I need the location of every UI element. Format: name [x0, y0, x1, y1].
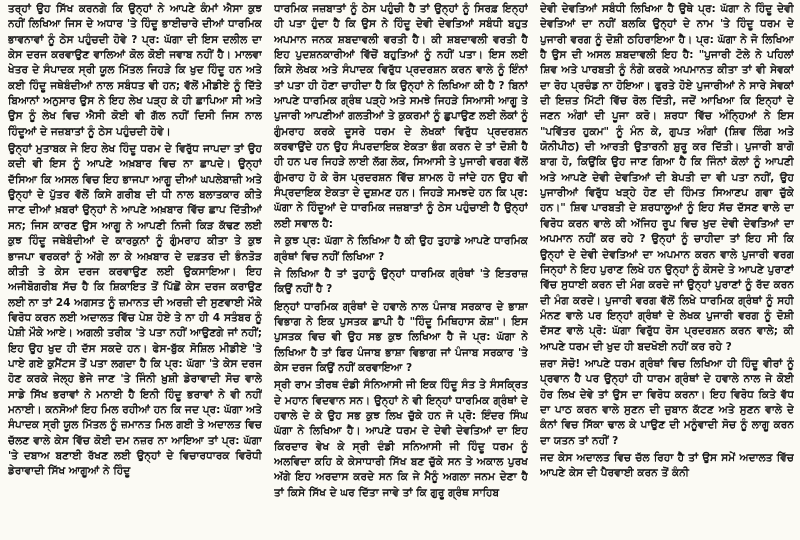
paragraph: ਉਨ੍ਹਾਂ ਮੁਤਾਬਕ ਜੇ ਇਹ ਲੇਖ ਹਿੰਦੂ ਧਰਮ ਦੇ ਵਿਰੁੱਧ ਜਾਪਦਾ ਤਾਂ ਉਹ ਕਦੀ ਵੀ ਇਸ ਨੂੰ ਆਪਣੇ ਅਖ਼ਬਾਰ ਵਿਚ ਨਾ ਛਾਪਦੇ। ਉਨ੍ਹਾਂ ਦੱਸਿਆ ਕਿ ਅਸਲ ਵਿਚ ਇਹ ਭਾਜਪਾ ਆਗੂ ਦੀਆਂ ਘਪਲੇਬਾਜ਼ੀ ਅਤੇ ਉਨ੍ਹਾਂ ਦੇ ਪੁੱਤਰ ਵੱਲੋਂ ਕਿਸੇ ਗਰੀਬ ਦੀ ਧੀ ਨਾਲ ਬਲਾਤਕਾਰ ਕੀਤੇ ਜਾਣ ਦੀਆਂ ਖ਼ਬਰਾਂ ਉਨ੍ਹਾਂ ਨੇ ਆਪਣੇ ਅਖ਼ਬਾਰ ਵਿੱਚ ਛਾਪ ਦਿੱਤੀਆਂ ਸਨ; ਜਿਸ ਕਾਰਣ ਉਸ ਆਗੂ ਨੇ ਆਪਣੀ ਨਿਜੀ ਕਿੜ ਕੱਢਣ ਲਈ ਕੁਝ ਹਿੰਦੂ ਜਥੇਬੰਦੀਆਂ ਦੇ ਕਾਰਕੁਨਾਂ ਨੂੰ ਗੁੰਮਰਾਹ ਕੀਤਾ ਤੇ ਕੁਝ ਭਾਜਪਾ ਵਰਕਰਾਂ ਨੂੰ ਅੱਗੇ ਲਾ ਕੇ ਅਖ਼ਬਾਰ ਦੇ ਦਫ਼ਤਰ ਦੀ ਭੰਨਤੋੜ ਕੀਤੀ ਤੇ ਕੇਸ ਦਰਜ ਕਰਵਾਉਣ ਲਈ ਉਕਸਾਇਆ। ਇਹ ਅਜੀਬੋਗਰੀਬ ਸੱਚ ਹੈ ਕਿ ਸ਼ਿਕਾਇਤ ਤੋਂ ਪਿੱਛੋਂ ਕੇਸ ਦਰਜ ਕਰਾਉਣ ਲਈ ਨਾ ਤਾਂ 24 ਅਗਸਤ ਨੂੰ ਜ਼ਮਾਨਤ ਦੀ ਅਰਜ਼ੀ ਦੀ ਸੁਣਵਾਈ ਮੌਕੇ ਵਿਰੋਧ ਕਰਨ ਲਈ ਅਦਾਲਤ ਵਿੱਚ ਪੇਸ਼ ਹੋਏ ਤੇ ਨਾ ਹੀ 4 ਸਤੰਬਰ ਨੂੰ ਪੇਸ਼ੀ ਮੌਕੇ ਆਏ। ਅਗਲੀ ਤਰੀਕ 'ਤੇ ਪਤਾ ਨਹੀਂ ਆਉਣਗੇ ਜਾਂ ਨਹੀਂ; ਇਹ ਉਹ ਖੁਦ ਹੀ ਦੱਸ ਸਕਦੇ ਹਨ। ਫੇਸ-ਬੁੱਕ ਸੋਸ਼ਿਲ ਮੀਡੀਏ 'ਤੇ ਪਾਏ ਗਏ ਕੁਮੈਂਟਸ ਤੋਂ ਪਤਾ ਲਗਦਾ ਹੈ ਕਿ ਪ੍ਰ: ਘੱਗਾ 'ਤੇ ਕੇਸ ਦਰਜ ਹੋਣ ਕਰਕੇ ਜੇਲ੍ਹ ਭੇਜੇ ਜਾਣ 'ਤੇ ਜਿੰਨੀ ਖ਼ੁਸ਼ੀ ਡੇਰਾਵਾਦੀ ਸੋਚ ਵਾਲੇ ਸਾਡੇ ਸਿੱਖ ਭਰਾਵਾਂ ਨੇ ਮਨਾਈ ਹੈ ਇਨੀ ਹਿੰਦੂ ਭਰਾਵਾਂ ਨੇ ਵੀ ਨਹੀਂ ਮਨਾਈ। ਕਨਸੋਆਂ ਇਹ ਮਿਲ ਰਹੀਆਂ ਹਨ ਕਿ ਜਦ ਪ੍ਰ: ਘੱਗਾ ਅਤੇ ਸੰਪਾਦਕ ਸ੍ਰੀ ਯੂਲ ਮਿੱਤਲ ਨੂੰ ਜ਼ਮਾਨਤ ਮਿਲ ਗਈ ਤੇ ਅਦਾਲਤ ਵਿਚ ਚੱਲਣ ਵਾਲੇ ਕੇਸ ਵਿੱਚ ਕੋਈ ਦਮ ਨਜ਼ਰ ਨਾ ਆਇਆ ਤਾਂ ਪ੍ਰ: ਘੱਗਾ 'ਤੇ ਦਬਾਅ ਬਣਾਈ ਰੱਖਣ ਲਈ ਉਨ੍ਹਾਂ ਦੇ ਵਿਚਾਰਧਾਰਕ ਵਿਰੋਧੀ ਡੇਰਾਵਾਦੀ ਸਿੱਖ ਆਗੂਆਂ ਨੇ ਹਿੰਦੂ [8, 143, 262, 478]
paragraph: ਧਾਰਮਿਕ ਜਜ਼ਬਾਤਾਂ ਨੂੰ ਠੇਸ ਪਹੁੰਚੀ ਹੈ ਤਾਂ ਉਨ੍ਹਾਂ ਨੂੰ ਸਿਰਫ਼ ਇਨ੍ਹਾਂ ਹੀ ਪਤਾ ਹੁੰਦਾ ਹੈ ਕਿ ਉਸ ਨੇ ਹਿੰਦੂ ਦੇਵੀ ਦੇਵਤਿਆਂ ਸਬੰਧੀ ਬਹੁਤ ਅਪਮਾਨ ਜਨਕ ਸ਼ਬਦਾਵਲੀ ਵਰਤੀ ਹੈ। ਕੀ ਸ਼ਬਦਾਵਲੀ ਵਰਤੀ ਹੈ ਇਹ ਪੁਦਸ਼ਨਕਾਰੀਆਂ ਵਿੱਚੋਂ ਬਹੁਤਿਆਂ ਨੂੰ ਨਹੀਂ ਪਤਾ। ਇਸ ਲਈ ਕਿਸੇ ਲੇਖਕ ਅਤੇ ਸੰਪਾਦਕ ਵਿਰੁੱਧ ਪ੍ਰਦਰਸ਼ਨ ਕਰਨ ਵਾਲੇ ਨੂੰ ਇੰਨਾਂ ਤਾਂ ਪਤਾ ਹੀ ਹੋਣਾ ਚਾਹੀਦਾ ਹੈ ਕਿ ਉਨ੍ਹਾਂ ਨੇ ਲਿਖਿਆ ਕੀ ਹੈ ? ਬਿਨਾਂ ਆਪਣੇ ਧਾਰਮਿਕ ਗ੍ਰੰਥ ਪੜ੍ਹੇ ਅਤੇ ਸਮਝੇ ਜਿਹੜੇ ਸਿਆਸੀ ਆਗੂ ਤੇ ਪੁਜਾਰੀ ਆਪਣੀਆਂ ਗਲਤੀਆਂ ਤੇ ਕੁਕਰਮਾਂ ਨੂੰ ਛੁਪਾਉਣ ਲਈ ਲੋਕਾਂ ਨੂੰ ਗੁੰਮਰਾਹ ਕਰਕੇ ਦੂਸਰੇ ਧਰਮ ਦੇ ਲੇਖਕਾਂ ਵਿਰੁੱਧ ਪ੍ਰਦਰਸ਼ਨ ਕਰਵਾਉਂਦੇ ਹਨ ਉਹ ਸੰਪਰਦਾਇਕ ਏਕਤਾ ਭੰਗ ਕਰਨ ਦੇ ਤਾਂ ਦੋਸ਼ੀ ਹੈ ਹੀ ਹਨ ਪਰ ਜਿਹੜੇ ਲਾਈ ਲੱਗ ਲੋਕ, ਸਿਆਸੀ ਤੇ ਪੁਜਾਰੀ ਵਰਗ ਵੱਲੋਂ ਗੁੰਮਰਾਹ ਹੋ ਕੇ ਰੋਸ ਪ੍ਰਦਰਸ਼ਨ ਵਿੱਚ ਸ਼ਾਮਲ ਹੋ ਜਾਂਦੇ ਹਨ ਉਹ ਵੀ ਸੰਪ੍ਰਦਾਇਕ ਏਕਤਾ ਦੇ ਦੁਸ਼ਮਣ ਹਨ। ਜਿਹੜੇ ਸਮਝਦੇ ਹਨ ਕਿ ਪ੍ਰ: ਘੱਗਾ ਨੇ ਹਿੰਦੂਆਂ ਦੇ ਧਾਰਮਿਕ ਜਜ਼ਬਾਤਾਂ ਨੂੰ ਠੇਸ ਪਹੁੰਚਾਈ ਹੈ ਉਨ੍ਹਾਂ ਲਈ ਸਵਾਲ ਹੈ: [274, 3, 528, 230]
paragraph: ਦੇਵੀ ਦੇਵਤਿਆਂ ਸਬੰਧੀ ਲਿਖਿਆ ਹੈ ਉਥੇ ਪ੍ਰ: ਘੱਗਾ ਨੇ ਹਿੰਦੂ ਦੇਵੀ ਦੇਵਤਿਆਂ ਦਾ ਨਹੀਂ ਬਲਕਿ ਉਨ੍ਹਾਂ ਦੇ ਨਾਮ 'ਤੇ ਹਿੰਦੂ ਧਰਮ ਦੇ ਪੁਜਾਰੀ ਵਰਗ ਨੂੰ ਦੋਸ਼ੀ ਠਹਿਰਾਇਆ ਹੈ। ਪ੍ਰ: ਘੱਗਾ ਨੇ ਜੋ ਲਿਖਿਆ ਹੈ ਉਸ ਦੀ ਅਸਲ ਸ਼ਬਦਾਵਲੀ ਇਹ ਹੈ: "ਪੁਜਾਰੀ ਟੋਲੇ ਨੇ ਪਹਿਲਾਂ ਸ਼ਿਵ ਅਤੇ ਪਾਰਬਤੀ ਨੂੰ ਨੰਗੇ ਕਰਕੇ ਅਪਮਾਨਤ ਕੀਤਾ ਤਾਂ ਵੀ ਸੇਵਕਾਂ ਦਾ ਰੋਹ ਪ੍ਰਚੰਡ ਨਾ ਹੋਇਆ। ਫੁਰਤੇ ਹੋਏ ਪੁਜਾਰੀਆਂ ਨੇ ਸਾਰੇ ਸੇਵਕਾਂ ਦੀ ਇਜ਼ਤ ਮਿੱਟੀ ਵਿੱਚ ਰੋਲ ਦਿੱਤੀ, ਜਦੋਂ ਆਖਿਆ ਕਿ ਇਨ੍ਹਾਂ ਦੇ ਜਣਨ ਅੰਗਾਂ ਦੀ ਪੂਜਾ ਕਰੋ। ਸ਼ਰਧਾ ਵਿੱਚ ਅੰਨ੍ਹਿਆਂ ਨੇ ਇਸ "ਪਵਿੱਤਰ ਹੁਕਮ" ਨੂੰ ਮੰਨ ਕੇ, ਗੁਪਤ ਅੰਗਾਂ (ਸ਼ਿਵ ਲਿੰਗ ਅਤੇ ਯੋਨੀਪੀਠ) ਦੀ ਆਰਤੀ ਉਤਾਰਨੀ ਸ਼ੁਰੂ ਕਰ ਦਿੱਤੀ। ਪੁਜਾਰੀ ਬਾਗੋ ਬਾਗ ਹੋ, ਕਿਉਂਕਿ ਉਹ ਜਾਣ ਗਿਆ ਹੈ ਕਿ ਜਿੰਨਾਂ ਕੋਲਾਂ ਨੂੰ ਆਪਣੀ ਅਤੇ ਆਪਣੇ ਦੇਵੀ ਦੇਵਤਿਆਂ ਦੀ ਬੇਪਤੀ ਦਾ ਵੀ ਪਤਾ ਨਹੀਂ, ਉਹ ਪੁਜਾਰੀਆਂ ਵਿਰੁੱਧ ਖੜ੍ਹੇ ਹੋਣ ਦੀ ਹਿੰਮਤ ਸਿਆਣਪ ਗਵਾ ਚੁੱਕੇ ਹਨ।" ਸ਼ਿਵ ਪਾਰਬਤੀ ਦੇ ਸ਼ਰਧਾਲੂਆਂ ਨੂੰ ਇਹ ਸੱਚ ਦੱਸਣ ਵਾਲੇ ਦਾ ਵਿਰੋਧ ਕਰਨ ਵਾਲੇ ਕੀ ਅੱਜਿਹ ਰੂਪ ਵਿਚ ਖੁਦ ਦੇਵੀ ਦੇਵਤਿਆਂ ਦਾ ਅਪਮਾਨ ਨਹੀਂ ਕਰ ਰਹੇ ? ਉਨ੍ਹਾਂ ਨੂੰ ਚਾਹੀਦਾ ਤਾਂ ਇਹ ਸੀ ਕਿ ਉਨ੍ਹਾਂ ਦੇ ਦੇਵੀ ਦੇਵਤਿਆਂ ਦਾ ਅਪਮਾਨ ਕਰਨ ਵਾਲੇ ਪੁਜਾਰੀ ਵਰਗ ਜਿਨ੍ਹਾਂ ਨੇ ਇਹ ਪੁਰਾਣ ਲਿਖੇ ਹਨ ਉਨ੍ਹਾਂ ਨੂੰ ਕੋਸਦੇ ਤੇ ਆਪਣੇ ਪੁਰਾਣਾਂ ਵਿੱਚ ਸੁਧਾਈ ਕਰਨ ਦੀ ਮੰਗ ਕਰਦੇ ਜਾਂ ਉਨ੍ਹਾਂ ਪੁਰਾਣਾਂ ਨੂੰ ਰੱਦ ਕਰਨ ਦੀ ਮੰਗ ਕਰਦੇ। ਪੁਜਾਰੀ ਵਰਗ ਵੱਲੋਂ ਲਿਖੇ ਧਾਰਮਿਕ ਗ੍ਰੰਥਾਂ ਨੂੰ ਸਹੀ ਮੰਨਣ ਵਾਲੇ ਪਰ ਇਨ੍ਹਾਂ ਗ੍ਰੰਥਾਂ ਦੇ ਲੇਖਕ ਪੁਜਾਰੀ ਵਰਗ ਨੂੰ ਦੋਸ਼ੀ ਦੱਸਣ ਵਾਲੇ ਪ੍ਰੋ: ਘੱਗਾ ਵਿਰੁੱਧ ਰੋਸ ਪ੍ਰਦਰਸ਼ਨ ਕਰਨ ਵਾਲੇ; ਕੀ ਆਪਣੇ ਧਰਮ ਦੀ ਖੁਦ ਹੀ ਬਦਖੋਈ ਨਹੀਂ ਕਰ ਰਹੇ ? [540, 3, 794, 353]
paragraph: ਤਰ੍ਹਾਂ ਉਹ ਸਿੱਖ ਕਰਨਗੇ ਕਿ ਉਨ੍ਹਾਂ ਨੇ ਆਪਣੇ ਕੰਮਾਂ ਐਸਾ ਕੁਝ ਨਹੀਂ ਲਿਖਿਆ ਜਿਸ ਦੇ ਅਧਾਰ 'ਤੇ ਹਿੰਦੂ ਭਾਈਚਾਰੇ ਦੀਆਂ ਧਾਰਮਿਕ ਭਾਵਨਾਵਾਂ ਨੂੰ ਠੇਸ ਪਹੁੰਚਦੀ ਹੋਵੇ ? ਪ੍ਰ: ਘੱਗਾ ਦੀ ਇਸ ਦਲੀਲ ਦਾ ਕੇਸ ਦਰਜ ਕਰਵਾਉਣ ਵਾਲਿਆਂ ਕੋਲ ਕੋਈ ਜਵਾਬ ਨਹੀਂ ਹੈ। ਮਾਲਵਾ ਖੇਤਰ ਦੇ ਸੰਪਾਦਕ ਸ੍ਰੀ ਯੂਲ ਮਿੱਤਲ ਜਿਹੜੇ ਕਿ ਖੁਦ ਹਿੰਦੂ ਹਨ ਅਤੇ ਕਈ ਹਿੰਦੂ ਜਥੇਬੰਦੀਆਂ ਨਾਲ ਸਬੰਧਤ ਵੀ ਹਨ; ਵੱਲੋਂ ਮੀਡੀਏ ਨੂੰ ਦਿੱਤੇ ਬਿਆਨਾਂ ਅਨੁਸਾਰ ਉਸ ਨੇ ਇਹ ਲੇਖ ਪੜ੍ਹ ਕੇ ਹੀ ਛਾਪਿਆ ਸੀ ਅਤੇ ਉਸ ਨੂੰ ਲੇਖ ਵਿਚ ਐਸੀ ਕੋਈ ਵੀ ਗੱਲ ਨਹੀਂ ਦਿਸੀ ਜਿਸ ਨਾਲ ਹਿੰਦੂਆਂ ਦੇ ਜਜ਼ਬਾਤਾਂ ਨੂੰ ਠੇਸ ਪਹੁੰਚਦੀ ਹੋਵੇ। [8, 3, 262, 138]
article-column-3 [540, 2, 794, 540]
paragraph: ਜ਼ਰਾ ਸੋਚੋ! ਆਪਣੇ ਧਰਮ ਗ੍ਰੰਥਾਂ ਵਿਚ ਲਿਖਿਆ ਹੀ ਹਿੰਦੂ ਵੀਰਾਂ ਨੂੰ ਪ੍ਰਵਾਨ ਹੈ ਪਰ ਉਨ੍ਹਾਂ ਹੀ ਧਾਰਮ ਗ੍ਰੰਥਾਂ ਦੇ ਹਵਾਲੇ ਨਾਲ ਜੇ ਕੋਈ ਹੋਰ ਲਿਖ ਦੇਵੇ ਤਾਂ ਉਸ ਦਾ ਵਿਰੋਧ ਕਰਨਾ। ਇਹ ਵਿਰੋਧ ਕਿਤੇ ਵੱਧ ਦਾ ਪਾਠ ਕਰਨ ਵਾਲੇ ਸੁਣਨ ਦੀ ਜ਼ੁਬਾਨ ਕੱਟਣ ਅਤੇ ਸੁਣਨ ਵਾਲੇ ਦੇ ਕੰਨਾਂ ਵਿਚ ਸਿੱਕਾ ਢਾਲ ਕੇ ਪਾਉਣ ਦੀ ਮਨੂੰਵਾਦੀ ਸੋਚ ਨੂੰ ਲਾਗੂ ਕਰਨ ਦਾ ਯਤਨ ਤਾਂ ਨਹੀਂ ? [540, 357, 794, 447]
paragraph: ਜਦ ਕੇਸ ਅਦਾਲਤ ਵਿਚ ਚੱਲ ਰਿਹਾ ਹੈ ਤਾਂ ਉਸ ਸਮੇਂ ਅਦਾਲਤ ਵਿੱਚ ਆਪਣੇ ਕੇਸ ਦੀ ਪੈਰਵਾਈ ਕਰਨ ਤੋਂ ਕੰਨੀ [540, 451, 794, 480]
paragraph: ਜੇ ਲਿਖਿਆ ਹੈ ਤਾਂ ਤੁਹਾਨੂੰ ਉਨ੍ਹਾਂ ਧਾਰਮਿਕ ਗ੍ਰੰਥਾਂ 'ਤੇ ਇਤਰਾਜ਼ ਕਿਉਂ ਨਹੀਂ ਹੈ ? [274, 267, 528, 296]
article-column-1 [8, 2, 262, 540]
paragraph: ਸ੍ਰੀ ਰਾਮ ਤੀਰਥ ਦੰਡੀ ਸੰਨਿਆਸੀ ਜੀ ਇਕ ਹਿੰਦੂ ਸੰਤ ਤੇ ਸੰਸਕ੍ਰਿਤ ਦੇ ਮਹਾਨ ਵਿਦਵਾਨ ਸਨ। ਉਨ੍ਹਾਂ ਨੇ ਵੀ ਇਨ੍ਹਾਂ ਧਾਰਮਿਕ ਗ੍ਰੰਥਾਂ ਦੇ ਹਵਾਲੇ ਦੇ ਕੇ ਉਹ ਸਭ ਕੁਝ ਲਿਖ ਚੁੱਕੇ ਹਨ ਜੋ ਪ੍ਰੋ: ਇੰਦਰ ਸਿੰਘ ਘੱਗਾ ਨੇ ਲਿਖਿਆ ਹੈ। ਆਪਣੇ ਧਰਮ ਦੇ ਦੇਵੀ ਦੇਵਤਿਆਂ ਦਾ ਇਹ ਕਿਰਦਾਰ ਵੇਖ ਕੇ ਸ੍ਰੀ ਦੰਡੀ ਸਨਿਆਸੀ ਜੀ ਹਿੰਦੂ ਧਰਮ ਨੂੰ ਅਲਵਿਦਾ ਕਹਿ ਕੇ ਕੇਸਾਧਾਰੀ ਸਿੱਖ ਬਣ ਚੁੱਕੇ ਸਨ ਤੇ ਅਕਾਲ ਪੁਰਖ ਅੱਗੇ ਇਹ ਅਰਦਾਸ ਕਰਦੇ ਸਨ ਕਿ ਜੇ ਮੈਨੂੰ ਅਗਲਾ ਜਨਮ ਦੇਣਾ ਹੈ ਤਾਂ ਕਿਸੇ ਸਿੱਖ ਦੇ ਘਰ ਦਿੱਤਾ ਜਾਵੇ ਤਾਂ ਕਿ ਗੁਰੂ ਗ੍ਰੰਥ ਸਾਹਿਬ [274, 379, 528, 499]
paragraph: ਇਨ੍ਹਾਂ ਧਾਰਮਿਕ ਗ੍ਰੰਥਾਂ ਦੇ ਹਵਾਲੇ ਨਾਲ ਪੰਜਾਬ ਸਰਕਾਰ ਦੇ ਭਾਸ਼ਾ ਵਿਭਾਗ ਨੇ ਇਕ ਪੁਸਤਕ ਛਾਪੀ ਹੈ "ਹਿੰਦੂ ਮਿਥਿਹਾਸ ਕੋਸ਼"। ਇਸ ਪੁਸਤਕ ਵਿਚ ਵੀ ਉਹ ਸਭ ਕੁਝ ਲਿਖਿਆ ਹੈ ਜੋ ਪ੍ਰ: ਘੱਗਾ ਨੇ ਲਿਖਿਆ ਹੈ ਤਾਂ ਫਿਰ ਪੰਜਾਬ ਭਾਸ਼ਾ ਵਿਭਾਗ ਜਾਂ ਪੰਜਾਬ ਸਰਕਾਰ 'ਤੇ ਕੇਸ ਦਰਜ ਕਿਉਂ ਨਹੀਂ ਕਰਵਾਇਆ ? [274, 300, 528, 374]
paragraph: ਜੇ ਕੁਝ ਪ੍ਰ: ਘੱਗਾ ਨੇ ਲਿਖਿਆ ਹੈ ਕੀ ਉਹ ਤੁਹਾਡੇ ਆਪਣੇ ਧਾਰਮਿਕ ਗ੍ਰੰਥਾਂ ਵਿਚ ਨਹੀਂ ਲਿਖਿਆ ? [274, 235, 528, 263]
article-column-2 [274, 2, 528, 540]
